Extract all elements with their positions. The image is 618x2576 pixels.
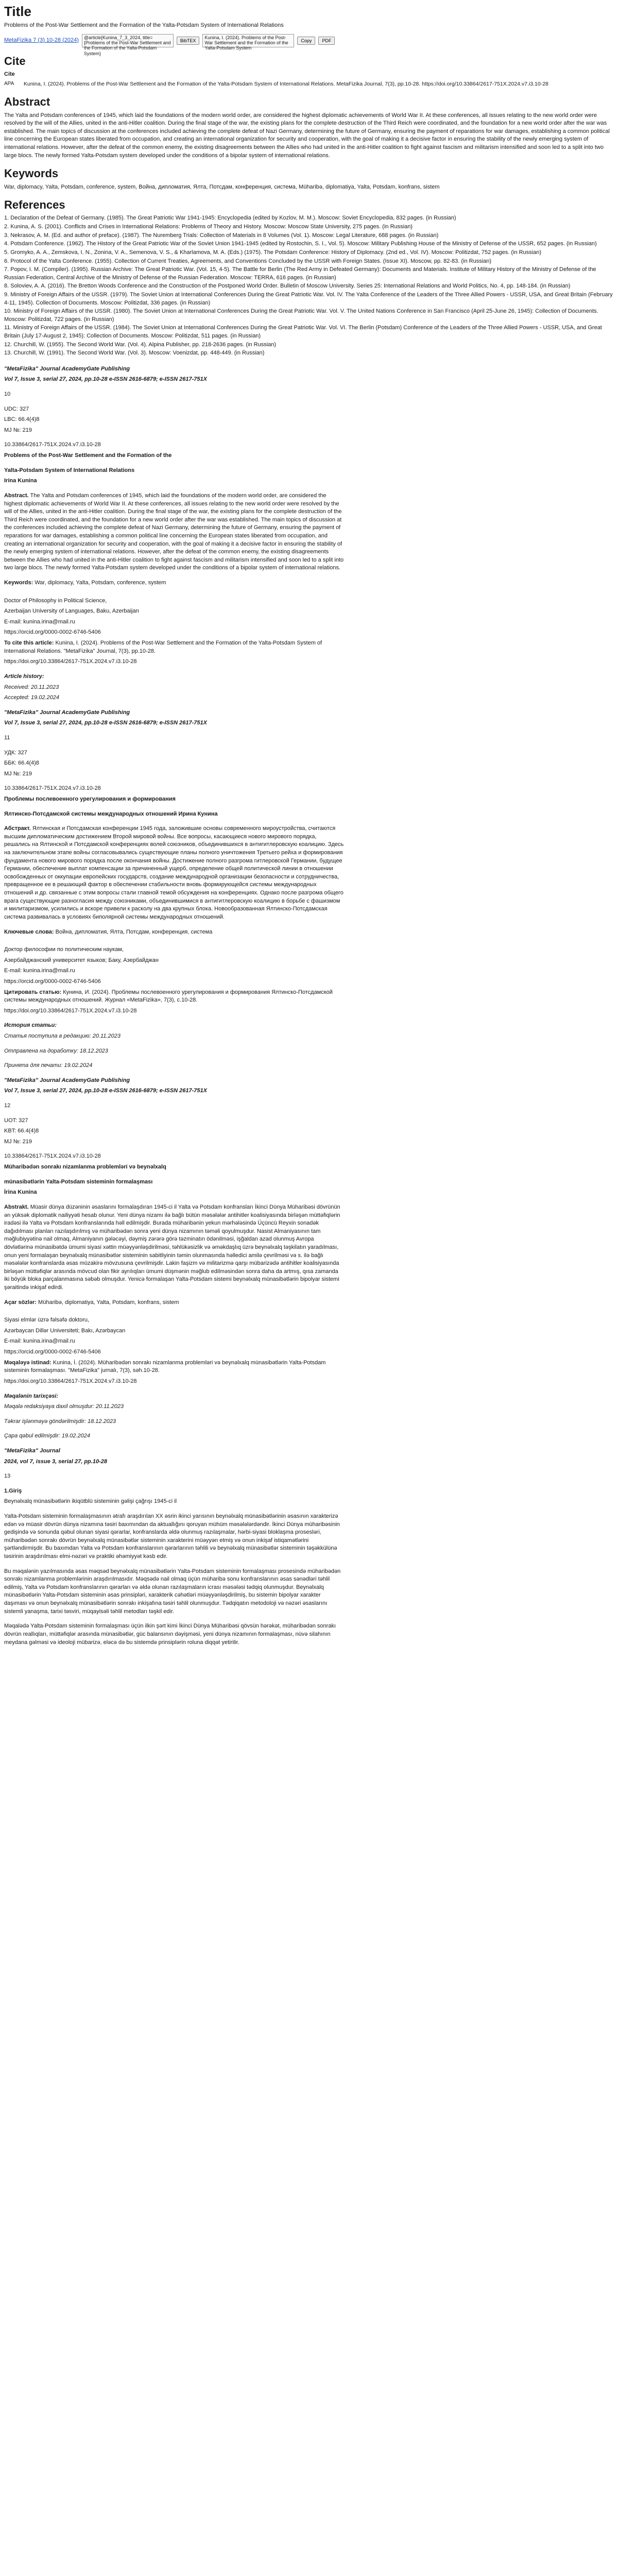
footnote-orcid: https://orcid.org/0000-0002-6746-5406 [4,629,101,636]
page-number: 10 [4,391,11,398]
reference-item: 7. Popov, I. M. (Compiler). (1995). Russian Archive: The Great Patriotic War. (Vol. 15, 4-5). The Battle for Berlin (The Red Army in Defeated Germany): Documents and Materials. Institute of Military History of the Ministry of Defense of the Russian Federation, Central Archive of the Ministry of Defense of the Russian Federation. Moscow: TERRA, 616 pages. (in Russian) [4,266,596,281]
reference-item: 6. Protocol of the Yalta Conference. (1955). Collection of Current Treaties, Agreements, and Conventions Concluded by the USSR with Foreign States. (Issue XI). Moscow, pp. 82-83. (in Russian) [4,258,492,264]
keywords-body: Война, дипломатия, Ялта, Потсдам, конференция, система [55,928,213,935]
keywords-label: Ключевые слова: [4,928,54,935]
journal-line: "MetaFizika" Journal AcademyGate Publishing [4,1077,130,1083]
cite-text: Kunina, I. (2024). Problems of the Post-War Settlement and the Formation of the Yalta-Potsdam System of International Relations. MetaFizika Journal, 7(3), pp.10-28. https://doi.org/10.33864/2617-751X.2024.v7.i3.10-28 [24,81,548,88]
cite-article-doi: https://doi.org/10.33864/2617-751X.2024.v7.i3.10-28 [4,1007,137,1014]
cite-style: APA [4,81,14,87]
udc-code: УДК: 327 [4,749,27,756]
history-accepted: Accepted: 19.02.2024 [4,694,60,701]
issue-line: 2024, vol 7, issue 3, serial 27, pp.10-28 [4,1458,107,1465]
article-keywords [4,928,344,937]
reference-item: 12. Churchill, W. (1955). The Second World War. (Vol. 4). Alpina Publisher, pp. 218-2636 pages. (in Russian) [4,341,277,348]
cite-article-doi: https://doi.org/10.33864/2617-751X.2024.v7.i3.10-28 [4,1378,137,1384]
article-abstract [4,825,344,921]
abstract-heading: Abstract [4,95,50,109]
history-sent: Отправлена на доработку: 18.12.2023 [4,1047,108,1054]
body-paragraph: Məqalədə Yalta-Potsdam sisteminin formalaşması üçün ilkin şərt kimi İkinci Dünya Müharibəsi qövsün hərəkət, müharibədən sonrakı dövrün reallıqları, müttəfiqlər arasında münasibətlər, güc balansının dəyişməsi, yeni dünya nizamının formalaşması, nüvə silahının meydana gəlməsi və ideoloji mübarizə, eləcə də bu sistemdə prinsiplərin roluna diqqət yetirilir. [4,1623,336,1646]
article-title-line-2: münasibətlərin Yalta-Potsdam sisteminin formalaşması [4,1178,153,1185]
article-title-line-2 [4,810,344,819]
cite-label: Cite [4,71,15,77]
cite-heading: Cite [4,54,26,67]
history-label: Məqalənin tarixçəsi: [4,1393,59,1399]
article-page-13 [4,1447,344,1647]
journal-link[interactable]: MetaFizika 7 (3) 10-28 (2024) [4,37,79,43]
journal-line: "MetaFizika" Journal AcademyGate Publishing [4,709,130,716]
keywords-text: War, diplomacy, Yalta, Potsdam, conference, system, Война, дипломатия, Ялта, Потсдам, конференция, система, Müharibə, diplomatiya, Yalta, Potsdam, konfrans, sistem [4,183,440,190]
reference-item: 8. Soloviev, A. A. (2016). The Bretton Woods Conference and the Construction of the Postponed World Order. Bulletin of Moscow University. Series 25: International Relations and World Politics, No. 4, pp. 148-184. (in Russian) [4,283,571,290]
cite-article-text: Кунина, И. (2024). Проблемы послевоенного урегулирования и формирования Ялтинско-Потсдамской системы международных отношений. Журнал «MetaFizika», 7(3), с.10-28. [4,989,333,1004]
article-page-en [4,365,344,702]
udc-code: UOT: 327 [4,1117,28,1124]
page-number: 11 [4,734,10,741]
reference-item: 4. Potsdam Conference. (1962). The History of the Great Patriotic War of the Soviet Union 1941-1945 (edited by Rostochin, S. I., Vol. 5). Moscow: Military Publishing House of the Ministry of Defense of the USSR, 652 pages. (in Russian) [4,241,597,247]
pdf-button[interactable]: PDF [318,37,335,45]
page-title: Title [4,4,31,19]
lbc-code: KBT: 66.4(4)8 [4,1128,39,1134]
doi-text: 10.33864/2617-751X.2024.v7.i3.10-28 [4,442,101,448]
reference-item: 9. Ministry of Foreign Affairs of the USSR. (1979). The Soviet Union at International Conferences During the Great Patriotic War. Vol. IV. The Yalta Conference of the Leaders of the Three Allied Powers - USSR, USA, and Great Britain (February 4-11, 1945). Collection of Documents. Moscow: Politizdat, 336 pages. (in Russian) [4,291,613,306]
cite-row [4,80,614,88]
keywords-label: Keywords: [4,580,33,586]
mj-number: MJ №: 219 [4,770,32,777]
abstract-label: Abstrakt. [4,1204,29,1210]
history-sent: Təkrar işlənməyə göndərilmişdir: 18.12.2023 [4,1418,116,1425]
abstract-body: Müasir dünya düzəninin əsaslarını formalaşdıran 1945-ci il Yalta və Potsdam konfransları İkinci Dünya Müharibəsi dövrünün ən yüksək diplomatik nailiyyəti hesab olunur. Yeni dünya nizamı ilə bağlı bütün məsələlər antihitler koalisiyasında birləşən müttəfiqlərin iradəsi ilə Yalta və Potsdam konfranslarında həll edilmişdir. Burada müharibənin yekun mərhələsində Üçüncü Reyxin sonadək dağıdılması planları razılaşdırılmış və müharibədən sonra yeni dünya nizamının təməli qoyulmuşdur. Nasist Almaniyasının tam məğlubiyyətinə nail olmaq, Almaniyanın gələcəyi, dəymiş zərərə görə təzminatın ödənilməsi, işğaldan azad olunmuş Avropa dövlətlərinə münasibətdə ümumi siyasi xəttin müəyyənləşdirilməsi, təhlükəsizlik və əməkdaşlıq üzrə beynəlxalq təşkilatın yaradılması, onun yeni formalaşan beynəlxalq münasibətlər sisteminin sabitliyinin təmin olunmasında həlledici amilə çevrilməsi və s. ilə bağlı məsələlər konfranslarda əsas müzakirə mövzusuna çevrilmişdir. Lakin faşizm və militarizmə qarşı mübarizədə antihitler koalisiyasında birləşən müttəfiqlər arasında mövcud olan fikir ayrılıqları ümumi düşmənin məğlub edilməsindən sonra daha da artmış, qısa zamanda iki böyük bloka parçalanmasına səbəb olmuşdur. Yenicə formalaşan Yalta-Potsdam sistemi beynəlxalq münasibətlərin bipolyar sistemi şəraitində inkişaf edirdi. [4,1204,340,1291]
article-title-line-1: Müharibədən sonrakı nizamlanma problemləri və beynəlxalq [4,1164,166,1171]
history-label: Article history: [4,673,44,680]
footnote: Azərbaycan Dillər Universiteti; Bakı, Azərbaycan [4,1327,126,1334]
history-accepted: Çapa qəbul edilmişdir: 19.02.2024 [4,1433,90,1439]
reference-item: 2. Kunina, A. S. (2001). Conflicts and Crises in International Relations: Problems of Theory and History. Moscow: Moscow State University, 275 pages. (in Russian) [4,224,413,230]
history-received: Received: 20.11.2023 [4,684,59,690]
abstract-body: The Yalta and Potsdam conferences of 1945, which laid the foundations of the modern world order, are considered the highest diplomatic achievements of World War II. At these conferences, all issues relating to the new world order were resolved by the will of the Allies, united in the anti-Hitler coalition. During the final stage of the war, the existing plans for the complete destruction of the Third Reich were coordinated, and the foundation for a new world order after the war was established. The main topics of discussion at the conferences included achieving the complete defeat of Nazi Germany, determining the future of Germany, ensuring the payment of reparations for war damages, establishing a common political line concerning the European states liberated from occupation, and creating an international organization for security and cooperation, with the goal of making it a decisive factor in ensuring the stability of the newly emerging system of international relations. However, after the defeat of the common enemy, the existing disagreements between the Allies who had united in the anti-Hitler coalition to fight against fascism and militarism intensified and soon led to a split into two large blocs. The newly formed Yalta-Potsdam system developed under the conditions of a bipolar system of international relations. [4,492,344,571]
issue-line: Vol 7, Issue 3, serial 27, 2024, pp.10-28 e-ISSN 2616-6879; e-ISSN 2617-751X [4,376,207,383]
citation-toolbar [4,34,614,56]
article-keywords [4,1299,344,1307]
cite-article-text: Kunina, I. (2024). Problems of the Post-War Settlement and the Formation of the Yalta-Potsdam System of International Relations. "MetaFizika" Journal, 7(3), pp.10-28. [4,640,322,654]
footnote-orcid: https://orcid.org/0000-0002-6746-5406 [4,978,101,985]
reference-item: 13. Churchill, W. (1991). The Second World War. (Vol. 3). Moscow: Voenizdat, pp. 448-449. (in Russian) [4,350,265,357]
article-author: Irina Kunina [4,478,37,484]
footnote-email: E-mail: kunina.irina@mail.ru [4,1338,75,1345]
cite-article-text: Kunina, İ. (2024). Müharibədən sonrakı nizamlanma problemləri və beynəlxalq münasibətlərin Yalta-Potsdam sisteminin formalaşması. "MetaFizika" jurnalı, 7(3), səh.10-28. [4,1359,326,1374]
cite-article [4,1359,344,1375]
article-keywords [4,579,344,587]
article-title-line-1: Проблемы послевоенного урегулирования и формирования [4,795,176,802]
abstract-text: The Yalta and Potsdam conferences of 1945, which laid the foundations of the modern world order, are considered the highest diplomatic achievements of World War II. At these conferences, all issues relating to the new world order were resolved by the will of the Allies, united in the anti-Hitler coalition. During the final stage of the war, the existing plans for the complete destruction of the Third Reich were coordinated, and the foundation for a new world order after the war was established. The main topics of discussion at the conferences included achieving the complete defeat of Nazi Germany, determining the future of Germany, ensuring the payment of reparations for war damages, establishing a common political line concerning the European states liberated from occupation, and creating an international organization for security and cooperation, with the goal of making it a decisive factor in ensuring the stability of the newly emerging system of international relations. However, after the defeat of the common enemy, the existing disagreements between the Allies who had united in the anti-Hitler coalition to fight against fascism and militarism intensified and soon led to a split into two large blocs. The newly formed Yalta-Potsdam system developed under the conditions of a bipolar system of international relations. [4,112,610,159]
cite-article-label: To cite this article: [4,640,54,647]
article-title-line-2: Yalta-Potsdam System of International Relations [4,467,135,473]
article-page-az [4,1077,344,1440]
reference-item: 11. Ministry of Foreign Affairs of the USSR. (1984). The Soviet Union at International Conferences During the Great Patriotic War. Vol. VI. The Berlin (Potsdam) Conference of the Leaders of the Three Allied Powers - USSR, USA, and Great Britain (July 17-August 2, 1945): Collection of Documents. Moscow: Politizdat, 511 pages. (in Russian) [4,325,602,339]
section-heading: 1.Giriş [4,1487,22,1494]
copy-button[interactable]: Copy [297,37,315,45]
abstract-label: Abstract. [4,492,29,499]
history-accepted: Принята для печати: 19.02.2024 [4,1062,93,1069]
reference-item: 3. Nekrasov, A. M. (Ed. and author of preface). (1987). The Nuremberg Trials: Collection of Materials in 8 Volumes (Vol. 1). Moscow: Legal Literature, 688 pages. (in Russian) [4,232,439,239]
body-paragraph: Yalta-Potsdam sisteminin formalaşmasının ətrafı araşdırılan XX əsrin ikinci yarısının beynəlxalq münasibətlərinin əsasının xarakterizə edən və müasir dövrün dünya nizamına təsiri baxımından da aktuallığını qoruyan mühüm məsələlərdəndir. İkinci Dünya müharibəsinin gedişində və sonunda qəbul olunan siyasi qərarlar, konfranslarda əldə olunmuş razılaşmalar, hərbi-siyasi bloklaşma prosesləri, müharibədən sonrakı dövrün beynəlxalq münasibətlər sisteminin xarakterini müəyyən etmiş və onun inkişaf istiqamətlərini şərtləndirmişdir. Bu baxımdan Yalta və Potsdam konfranslarının qərarlarının təhlili və beynəlxalq münasibətlər sisteminin təşəkkülünə təsirinin araşdırılması elmi-nəzəri və praktiki əhəmiyyət kəsb edir. [4,1513,340,1560]
cite-article-label: Цитировать статью: [4,989,62,995]
article-title-line-2-text: Ялтинско-Потсдамской системы международных отношений [4,810,177,817]
history-received: Məqalə redaksiyaya daxil olmuşdur: 20.11.2023 [4,1403,124,1410]
footnote: Доктор философии по политическим наукам, [4,946,124,953]
references-heading: References [4,198,65,212]
keywords-label: Açar sözlər: [4,1299,37,1306]
footnote-orcid: https://orcid.org/0000-0002-6746-5406 [4,1349,101,1355]
keywords-body: War, diplomacy, Yalta, Potsdam, conference, system [35,580,166,586]
reference-item: 10. Ministry of Foreign Affairs of the USSR. (1980). The Soviet Union at International Conferences During the Great Patriotic War. Vol. V. The United Nations Conference in San Francisco (April 25-June 26, 1945): Collection of Documents. Moscow: Politizdat, 722 pages. (in Russian) [4,308,598,323]
body-paragraph: Bu məqalənin yazılmasında əsas məqsəd beynəlxalq münasibətlərin Yalta-Potsdam sisteminin formalaşması prosesində müharibədən sonrakı nizamlanma problemlərinin araşdırılmasıdır. Məqsədə nail olmaq üçün müharibə sonu konfranslarının əsas sənədləri təhlil edilmiş, Yalta və Potsdam konfranslarının qərarları və əldə olunan razılaşmaların icrası məsələsi tədqiq olunmuşdur. Beynəlxalq münasibətlərin Yalta-Potsdam sisteminin əsas prinsipləri, xarakterik cəhətləri müəyyənləşdirilmiş, bu sistemin bipolyar xarakter daşıması və onun beynəlxalq münasibətlərin sonrakı inkişafına təsiri təhlil olunmuşdur. Tədqiqatın metodoloji və nəzəri əsaslarını sistemli yanaşma, tarixi təsviri, müqayisəli təhlil metodları təşkil edir. [4,1568,341,1615]
reference-item: 5. Gromyko, A. A., Zemskova, I. N., Zonina, V. A., Semenova, V. S., & Kharlamova, M. A. (Eds.) (1975). The Potsdam Conference: History of Diplomacy. (2nd ed., Vol. IV). Moscow: Politizdat, 752 pages. (in Russian) [4,249,542,256]
journal-line: "MetaFizika" Journal AcademyGate Publishing [4,365,130,372]
article-abstract [4,1204,344,1292]
bibtex-button[interactable]: BibTEX [177,37,200,45]
abstract-label: Абстракт. [4,825,31,832]
article-page-ru [4,709,344,1070]
cite-article [4,989,344,1005]
doi-text: 10.33864/2617-751X.2024.v7.i3.10-28 [4,1153,101,1160]
issue-line: Vol 7, Issue 3, serial 27, 2024, pp.10-28 e-ISSN 2616-6879; e-ISSN 2617-751X [4,1088,207,1094]
issue-line: Vol 7, Issue 3, serial 27, 2024, pp.10-28 e-ISSN 2616-6879; e-ISSN 2617-751X [4,720,207,726]
reference-list [4,214,614,357]
page-subtitle: Problems of the Post-War Settlement and the Formation of the Yalta-Potsdam System of International Relations [4,22,284,28]
intro-line: Beynəlxalq münasibətlərin ikiqütblü sisteminin gəlişi çağrışı 1945-ci il [4,1498,177,1505]
bibtex-preview: @article{Kunina_7_3_2024, title={Problems of the Post-War Settlement and the Formation of the Yalta-Potsdam System} [82,34,174,47]
footnote-email: E-mail: kunina.irina@mail.ru [4,968,75,974]
article-author: İrina Kunina [4,1189,37,1196]
lbc-code: ББК: 66.4(4)8 [4,760,39,767]
page-number: 12 [4,1103,11,1109]
footnote-email: E-mail: kunina.irina@mail.ru [4,618,75,625]
cite-article-doi: https://doi.org/10.33864/2617-751X.2024.v7.i3.10-28 [4,658,137,665]
footnote: Siyasi elmlər üzrə fəlsəfə doktoru, [4,1317,90,1324]
article-author: Ирина Кунина [178,810,218,817]
article-abstract [4,492,344,572]
mj-number: MJ №: 219 [4,427,32,433]
lbc-code: LBC: 66.4(4)8 [4,416,40,423]
footnote: Azerbaijan University of Languages, Baku, Azerbaijan [4,608,139,615]
doi-text: 10.33864/2617-751X.2024.v7.i3.10-28 [4,785,101,792]
history-label: История статьи: [4,1022,57,1029]
reference-item: 1. Declaration of the Defeat of Germany. (1985). The Great Patriotic War 1941-1945: Encyclopedia (edited by Kozlov, M. M.). Moscow: Soviet Encyclopedia, 832 pages. (in Russian) [4,215,456,222]
journal-line: "MetaFizika" Journal [4,1447,60,1454]
cite-article-label: Məqaləyə istinad: [4,1359,52,1366]
article-title-line-1: Problems of the Post-War Settlement and the Formation of the [4,452,172,459]
footnote: Азербайджанский университет языков; Баку, Азербайджан [4,957,159,963]
cite-article [4,639,344,655]
udc-code: UDC: 327 [4,405,29,412]
footnote: Doctor of Philosophy in Political Science, [4,597,107,604]
abstract-body: Ялтинская и Потсдамская конференции 1945 года, заложившие основы современного мироустройства, считаются высшим дипломатическим достижением Второй мировой войны. Все вопросы, касающиеся нового мирового порядка, решались на Ялтинской и Потсдамской конференциях волей союзников, объединившихся в антигитлеровскую коалицию. Здесь на заключительном этапе войны согласовывались существующие планы полного уничтожения Третьего рейха и формирования фундамента нового мирового порядка после окончания войны. Достижение полного разгрома гитлеровской Германии, будущее Германии, обеспечение выплат компенсации за причиненный ущерб, определение общей политической линии в отношении освобожденных от оккупации европейских государств, создание международной организации безопасности и сотрудничества, превращенное ее в решающий фактор в обеспечении стабильности вновь формирующейся системы международных отношений и др. связанные с этим вопросы стали главной темой обсуждения на конференциях. Однако после разгрома общего врага существующие разногласия между союзниками, объединившимися в антигитлеровскую коалицию в борьбе с фашизмом и милитаризмом, усилились и вскоре привели к расколу на два крупных блока. Новообразованная Ялтинско-Потсдамская система развивалась в условиях биполярной системы международных отношений. [4,825,344,920]
mj-number: MJ №: 219 [4,1138,32,1145]
keywords-body: Müharibə, diplomatiya, Yalta, Potsdam, konfrans, sistem [38,1299,179,1306]
citation-preview: Kunina, I. (2024). Problems of the Post-War Settlement and the Formation of the Yalta-Potsdam System [202,34,294,47]
keywords-heading: Keywords [4,167,59,180]
page-number: 13 [4,1473,11,1480]
history-received: Статья поступила в редакцию: 20.11.2023 [4,1033,121,1039]
